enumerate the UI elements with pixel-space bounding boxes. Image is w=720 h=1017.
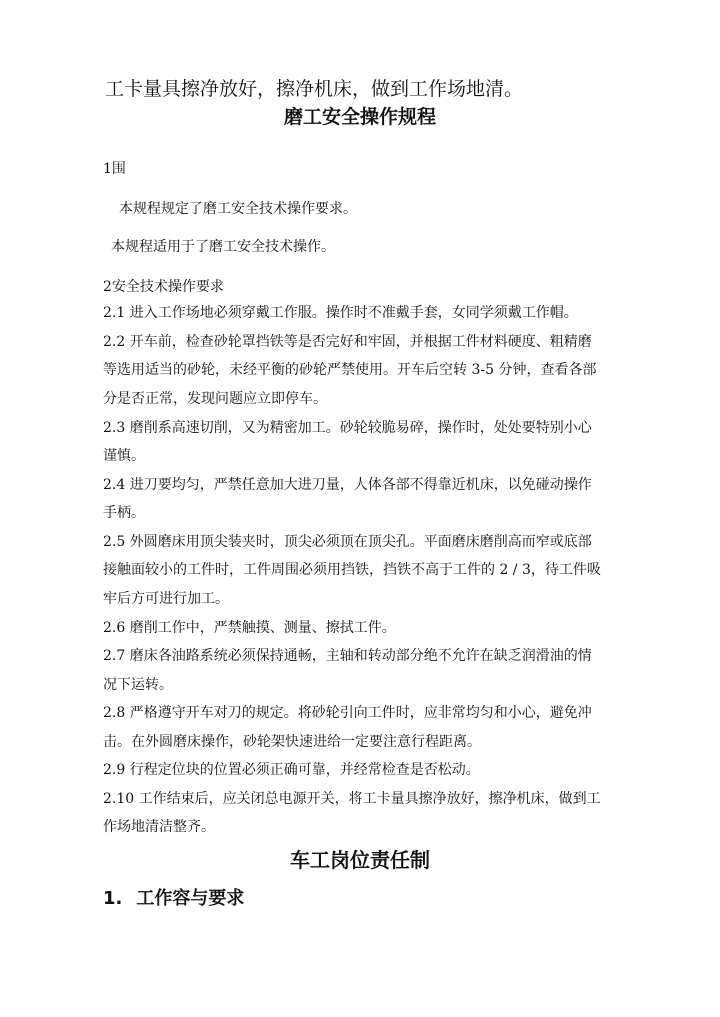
rule-2-1: 2.1 进入工作场地必须穿戴工作服。操作时不准戴手套，女同学须戴工作帽。 [103, 305, 578, 321]
rule-2-4-cont: 手柄。 [103, 505, 145, 521]
heading-text: 工作容与要求 [136, 888, 245, 909]
rule-2-3: 2.3 磨削系高速切削，又为精密加工。砂轮较脆易碎，操作时，处处要特别小心 [103, 420, 592, 436]
rule-2-2-cont: 分是否正常，发现问题应立即停车。 [103, 391, 327, 407]
rule-2-10-cont: 作场地清洁整齐。 [103, 819, 215, 835]
rule-2-3-cont: 谨慎。 [103, 448, 145, 464]
rule-2-8-cont: 击。在外圆磨床操作，砂轮架快速进给一定要注意行程距离。 [103, 734, 481, 750]
paragraph-line: 本规程适用于了磨工安全技术操作。 [111, 239, 335, 255]
rule-2-2-cont: 等选用适当的砂轮，未经平衡的砂轮严禁使用。开车后空转 3-5 分钟，查看各部 [103, 362, 597, 378]
section-title: 磨工安全操作规程 [283, 106, 436, 128]
heading-number: 1. [103, 888, 123, 909]
paragraph-line: 本规程规定了磨工安全技术操作要求。 [119, 201, 357, 217]
rule-2-9: 2.9 行程定位块的位置必须正确可靠，并经常检查是否松动。 [103, 762, 480, 778]
numbered-heading [103, 886, 244, 912]
rule-2-5: 2.5 外圆磨床用顶尖装夹时，顶尖必须顶在顶尖孔。平面磨床磨削高而窄或底部 [103, 534, 592, 550]
second-title: 车工岗位责任制 [290, 848, 430, 872]
rule-2-8: 2.8 严格遵守开车对刀的规定。将砂轮引向工件时，应非常均匀和小心，避免冲 [103, 705, 592, 721]
scope-heading: 1围 [103, 161, 126, 177]
rule-2-4: 2.4 进刀要均匀，严禁任意加大进刀量，人体各部不得靠近机床，以免碰动操作 [103, 477, 592, 493]
rule-2-2: 2.2 开车前，检查砂轮罩挡铁等是否完好和牢固，并根据工件材料硬度、粗精磨 [103, 334, 592, 350]
rule-2-5-cont: 接触面较小的工件时，工件周围必须用挡铁，挡铁不高于工件的 2 / 3，待工件吸 [103, 562, 601, 578]
rule-2-5-cont: 牢后方可进行加工。 [103, 591, 229, 607]
continuation-line: 工卡量具擦净放好，擦净机床，做到工作场地清。 [105, 78, 524, 100]
rule-2-7: 2.7 磨床各油路系统必须保持通畅，主轴和转动部分绝不允许在缺乏润滑油的情 [103, 648, 592, 664]
subsection-heading: 2安全技术操作要求 [103, 279, 224, 295]
rule-2-6: 2.6 磨削工作中，严禁触摸、测量、擦拭工件。 [103, 620, 396, 636]
rule-2-10: 2.10 工作结束后，应关闭总电源开关，将工卡量具擦净放好，擦净机床，做到工 [103, 791, 601, 807]
rule-2-7-cont: 况下运转。 [103, 677, 173, 693]
